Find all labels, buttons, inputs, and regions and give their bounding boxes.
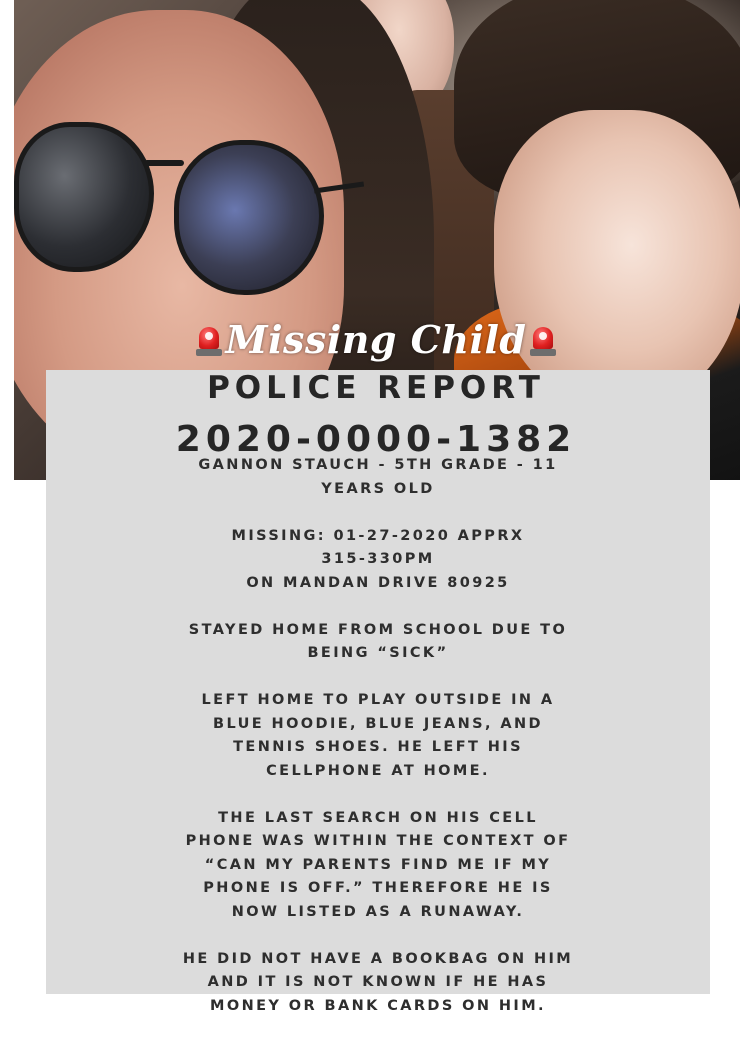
sunglasses-bridge [144, 160, 184, 166]
report-line: 315-330PM [321, 551, 435, 567]
report-line: PHONE WAS WITHIN THE CONTEXT OF [185, 833, 571, 849]
report-line: MONEY OR BANK CARDS ON HIM. [210, 997, 546, 1014]
report-line: THE LAST SEARCH ON HIS CELL [218, 809, 538, 826]
report-paragraph [140, 807, 616, 925]
report-line: PHONE IS OFF.” THEREFORE HE IS [203, 880, 553, 896]
report-line: LEFT HOME TO PLAY OUTSIDE IN A [201, 692, 555, 708]
report-line: STAYED HOME FROM SCHOOL DUE TO [188, 621, 568, 638]
report-line: HE DID NOT HAVE A BOOKBAG ON HIM [182, 950, 574, 967]
report-line: AND IT IS NOT KNOWN IF HE HAS [207, 974, 549, 990]
report-line: NOW LISTED AS A RUNAWAY. [231, 903, 525, 920]
police-siren-icon [530, 327, 556, 357]
report-line: ON MANDAN DRIVE 80925 [246, 574, 510, 591]
sunglasses-right-lens [174, 140, 324, 295]
report-line: BLUE HOODIE, BLUE JEANS, AND [213, 715, 543, 732]
report-paragraph [140, 619, 616, 666]
report-paragraph [140, 689, 616, 783]
headline-text: Missing Child [225, 317, 527, 362]
report-line: MISSING: 01-27-2020 APPRX [231, 527, 525, 544]
report-line: CELLPHONE AT HOME. [266, 762, 490, 779]
police-siren-icon [196, 327, 222, 357]
report-line: YEARS OLD [321, 480, 435, 497]
report-title: POLICE REPORT [207, 370, 545, 406]
report-number: 2020-0000-1382 [175, 419, 577, 460]
report-line: TENNIS SHOES. HE LEFT HIS [233, 739, 523, 755]
report-paragraph [140, 454, 616, 501]
report-line: GANNON STAUCH - 5TH GRADE - 11 [198, 457, 558, 473]
report-line: BEING “SICK” [307, 645, 449, 661]
report-paragraph [140, 948, 616, 1019]
report-line: “CAN MY PARENTS FIND ME IF MY [204, 856, 552, 873]
report-body [140, 454, 616, 1042]
report-paragraph [140, 525, 616, 596]
missing-child-headline [0, 314, 752, 366]
